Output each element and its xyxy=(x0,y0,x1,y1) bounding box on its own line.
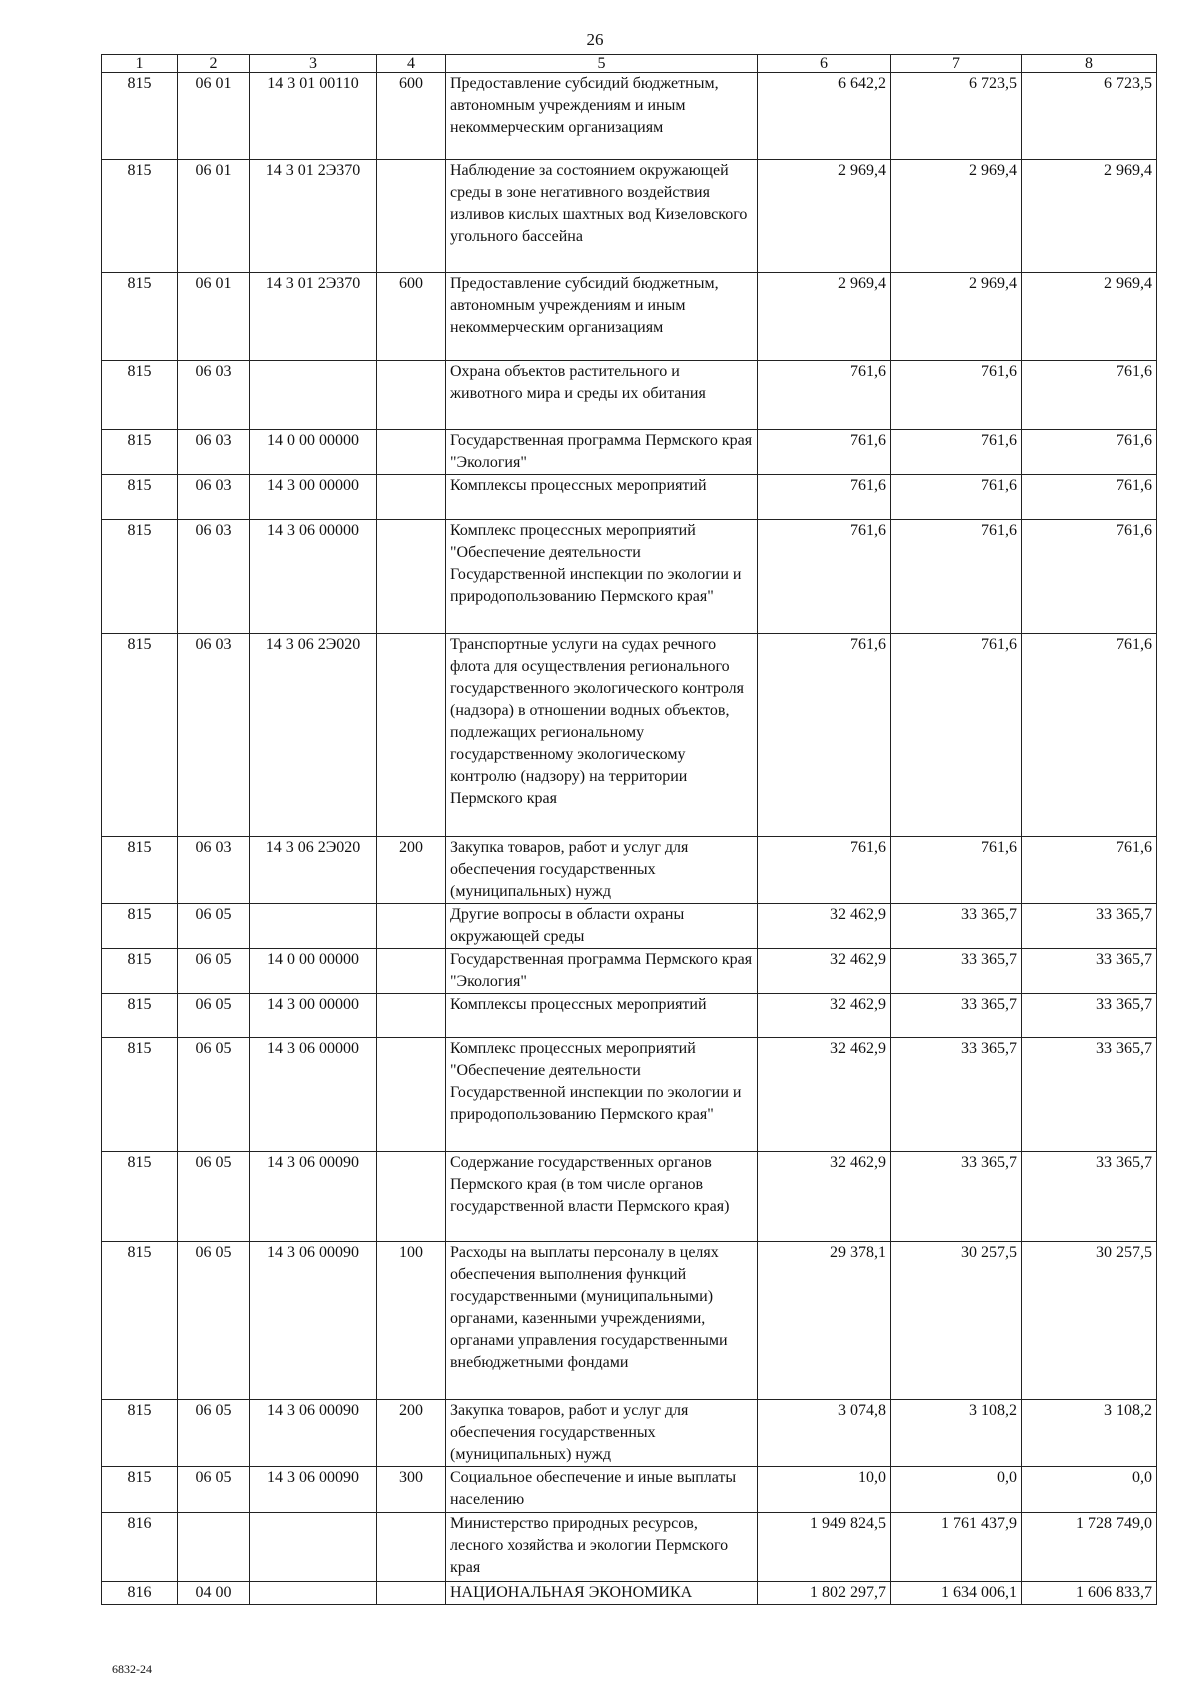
cell-amount-col8: 2 969,4 xyxy=(1022,160,1157,273)
table-row xyxy=(102,475,1157,520)
table-row xyxy=(102,994,1157,1038)
cell-ministry-code: 815 xyxy=(102,160,178,273)
cell-amount-col8: 761,6 xyxy=(1022,520,1157,634)
document-code: 6832-24 xyxy=(112,1662,152,1676)
cell-target-article: 14 3 06 00000 xyxy=(250,520,377,634)
cell-section-code: 06 05 xyxy=(178,1467,250,1513)
cell-amount-col8: 761,6 xyxy=(1022,430,1157,475)
cell-description: Другие вопросы в области охраны окружающей среды xyxy=(446,904,758,949)
cell-section-code: 06 05 xyxy=(178,994,250,1038)
cell-section-code: 06 01 xyxy=(178,160,250,273)
cell-section-code: 06 01 xyxy=(178,73,250,160)
cell-amount-col7: 0,0 xyxy=(891,1467,1022,1513)
cell-expense-type xyxy=(377,430,446,475)
cell-amount-col7: 761,6 xyxy=(891,430,1022,475)
cell-target-article: 14 3 01 00110 xyxy=(250,73,377,160)
cell-ministry-code: 815 xyxy=(102,1038,178,1152)
table-row xyxy=(102,1467,1157,1513)
cell-amount-col8: 33 365,7 xyxy=(1022,904,1157,949)
cell-target-article: 14 3 06 2Э020 xyxy=(250,837,377,904)
cell-amount-col8: 1 606 833,7 xyxy=(1022,1582,1157,1605)
cell-ministry-code: 815 xyxy=(102,904,178,949)
cell-expense-type: 600 xyxy=(377,273,446,361)
table-row xyxy=(102,1513,1157,1582)
cell-amount-col6: 32 462,9 xyxy=(758,1038,891,1152)
cell-amount-col6: 32 462,9 xyxy=(758,994,891,1038)
cell-ministry-code: 815 xyxy=(102,994,178,1038)
cell-expense-type xyxy=(377,1038,446,1152)
cell-amount-col7: 33 365,7 xyxy=(891,1152,1022,1242)
table-row xyxy=(102,904,1157,949)
cell-expense-type xyxy=(377,1513,446,1582)
cell-target-article: 14 3 00 00000 xyxy=(250,475,377,520)
table-row xyxy=(102,430,1157,475)
table-row xyxy=(102,160,1157,273)
cell-description: НАЦИОНАЛЬНАЯ ЭКОНОМИКА xyxy=(446,1582,758,1605)
cell-amount-col6: 761,6 xyxy=(758,361,891,430)
cell-expense-type xyxy=(377,634,446,837)
cell-target-article: 14 0 00 00000 xyxy=(250,430,377,475)
cell-amount-col6: 1 949 824,5 xyxy=(758,1513,891,1582)
cell-amount-col8: 33 365,7 xyxy=(1022,949,1157,994)
cell-description: Предоставление субсидий бюджетным, автономным учреждениям и иным некоммерческим организациям xyxy=(446,73,758,160)
cell-section-code: 06 03 xyxy=(178,361,250,430)
cell-expense-type xyxy=(377,160,446,273)
cell-ministry-code: 815 xyxy=(102,361,178,430)
cell-section-code: 06 03 xyxy=(178,837,250,904)
cell-description: Государственная программа Пермского края "Экология" xyxy=(446,430,758,475)
cell-description: Комплекс процессных мероприятий "Обеспечение деятельности Государственной инспекции по экологии и природопользованию Пермского края" xyxy=(446,1038,758,1152)
column-header: 5 xyxy=(446,55,758,73)
cell-description: Комплекс процессных мероприятий "Обеспечение деятельности Государственной инспекции по экологии и природопользованию Пермского края" xyxy=(446,520,758,634)
cell-description: Содержание государственных органов Пермского края (в том числе органов государственной власти Пермского края) xyxy=(446,1152,758,1242)
cell-amount-col7: 33 365,7 xyxy=(891,904,1022,949)
cell-target-article xyxy=(250,1582,377,1605)
cell-amount-col7: 2 969,4 xyxy=(891,273,1022,361)
cell-amount-col6: 761,6 xyxy=(758,634,891,837)
cell-amount-col6: 2 969,4 xyxy=(758,273,891,361)
cell-expense-type xyxy=(377,1582,446,1605)
cell-target-article: 14 0 00 00000 xyxy=(250,949,377,994)
cell-ministry-code: 815 xyxy=(102,273,178,361)
cell-section-code: 06 03 xyxy=(178,430,250,475)
cell-expense-type xyxy=(377,520,446,634)
cell-amount-col7: 761,6 xyxy=(891,634,1022,837)
cell-amount-col6: 761,6 xyxy=(758,475,891,520)
cell-section-code: 06 03 xyxy=(178,634,250,837)
table-row xyxy=(102,1582,1157,1605)
column-header: 7 xyxy=(891,55,1022,73)
cell-description: Транспортные услуги на судах речного флота для осуществления регионального государственного экологического контроля (надзора) в отношении водных объектов, подлежащих региональному государственному экологическому контролю (надзору) на территории Пермского края xyxy=(446,634,758,837)
cell-amount-col7: 761,6 xyxy=(891,837,1022,904)
cell-amount-col7: 33 365,7 xyxy=(891,994,1022,1038)
cell-section-code: 06 05 xyxy=(178,1038,250,1152)
cell-description: Охрана объектов растительного и животного мира и среды их обитания xyxy=(446,361,758,430)
cell-expense-type xyxy=(377,994,446,1038)
cell-description: Государственная программа Пермского края "Экология" xyxy=(446,949,758,994)
cell-amount-col8: 761,6 xyxy=(1022,634,1157,837)
cell-target-article: 14 3 06 00090 xyxy=(250,1467,377,1513)
cell-amount-col7: 33 365,7 xyxy=(891,949,1022,994)
cell-ministry-code: 815 xyxy=(102,837,178,904)
cell-ministry-code: 816 xyxy=(102,1513,178,1582)
cell-amount-col7: 761,6 xyxy=(891,475,1022,520)
cell-amount-col6: 6 642,2 xyxy=(758,73,891,160)
cell-ministry-code: 815 xyxy=(102,1152,178,1242)
cell-ministry-code: 815 xyxy=(102,634,178,837)
cell-amount-col6: 32 462,9 xyxy=(758,1152,891,1242)
cell-amount-col6: 29 378,1 xyxy=(758,1242,891,1400)
cell-amount-col6: 761,6 xyxy=(758,520,891,634)
cell-ministry-code: 815 xyxy=(102,73,178,160)
cell-description: Закупка товаров, работ и услуг для обеспечения государственных (муниципальных) нужд xyxy=(446,1400,758,1467)
cell-amount-col8: 761,6 xyxy=(1022,361,1157,430)
column-header: 6 xyxy=(758,55,891,73)
cell-ministry-code: 815 xyxy=(102,1400,178,1467)
cell-target-article xyxy=(250,361,377,430)
cell-amount-col7: 30 257,5 xyxy=(891,1242,1022,1400)
budget-table xyxy=(101,54,1157,1605)
cell-amount-col8: 33 365,7 xyxy=(1022,1038,1157,1152)
cell-expense-type: 200 xyxy=(377,1400,446,1467)
table-row xyxy=(102,837,1157,904)
column-header: 2 xyxy=(178,55,250,73)
cell-amount-col8: 0,0 xyxy=(1022,1467,1157,1513)
cell-amount-col6: 761,6 xyxy=(758,837,891,904)
cell-description: Предоставление субсидий бюджетным, автономным учреждениям и иным некоммерческим организациям xyxy=(446,273,758,361)
table-row xyxy=(102,1400,1157,1467)
cell-section-code: 06 05 xyxy=(178,949,250,994)
cell-target-article: 14 3 06 00000 xyxy=(250,1038,377,1152)
cell-target-article xyxy=(250,904,377,949)
cell-target-article: 14 3 06 2Э020 xyxy=(250,634,377,837)
cell-amount-col8: 761,6 xyxy=(1022,475,1157,520)
table-row xyxy=(102,1152,1157,1242)
cell-section-code: 06 05 xyxy=(178,1400,250,1467)
cell-amount-col7: 761,6 xyxy=(891,361,1022,430)
cell-amount-col6: 1 802 297,7 xyxy=(758,1582,891,1605)
cell-description: Комплексы процессных мероприятий xyxy=(446,994,758,1038)
cell-section-code: 06 03 xyxy=(178,475,250,520)
cell-amount-col8: 1 728 749,0 xyxy=(1022,1513,1157,1582)
cell-target-article xyxy=(250,1513,377,1582)
column-header: 8 xyxy=(1022,55,1157,73)
cell-ministry-code: 815 xyxy=(102,1467,178,1513)
cell-description: Наблюдение за состоянием окружающей среды в зоне негативного воздействия изливов кислых шахтных вод Кизеловского угольного бассейна xyxy=(446,160,758,273)
table-row xyxy=(102,634,1157,837)
cell-section-code: 06 05 xyxy=(178,1242,250,1400)
cell-section-code xyxy=(178,1513,250,1582)
cell-expense-type xyxy=(377,904,446,949)
cell-expense-type xyxy=(377,1152,446,1242)
cell-amount-col8: 30 257,5 xyxy=(1022,1242,1157,1400)
cell-ministry-code: 815 xyxy=(102,475,178,520)
cell-ministry-code: 815 xyxy=(102,1242,178,1400)
cell-amount-col7: 6 723,5 xyxy=(891,73,1022,160)
cell-section-code: 06 05 xyxy=(178,904,250,949)
cell-expense-type xyxy=(377,361,446,430)
cell-section-code: 06 03 xyxy=(178,520,250,634)
cell-amount-col8: 3 108,2 xyxy=(1022,1400,1157,1467)
cell-description: Закупка товаров, работ и услуг для обеспечения государственных (муниципальных) нужд xyxy=(446,837,758,904)
cell-description: Расходы на выплаты персоналу в целях обеспечения выполнения функций государственными (муниципальными) органами, казенными учреждениями, органами управления государственными внебюджетными фондами xyxy=(446,1242,758,1400)
table-row xyxy=(102,949,1157,994)
cell-target-article: 14 3 01 2Э370 xyxy=(250,273,377,361)
cell-amount-col6: 3 074,8 xyxy=(758,1400,891,1467)
cell-amount-col8: 6 723,5 xyxy=(1022,73,1157,160)
cell-description: Комплексы процессных мероприятий xyxy=(446,475,758,520)
cell-ministry-code: 815 xyxy=(102,520,178,634)
cell-ministry-code: 816 xyxy=(102,1582,178,1605)
cell-section-code: 06 01 xyxy=(178,273,250,361)
cell-section-code: 04 00 xyxy=(178,1582,250,1605)
cell-amount-col7: 761,6 xyxy=(891,520,1022,634)
cell-amount-col6: 761,6 xyxy=(758,430,891,475)
table-row xyxy=(102,361,1157,430)
cell-expense-type: 100 xyxy=(377,1242,446,1400)
cell-amount-col6: 32 462,9 xyxy=(758,949,891,994)
cell-amount-col7: 1 634 006,1 xyxy=(891,1582,1022,1605)
cell-amount-col8: 33 365,7 xyxy=(1022,1152,1157,1242)
cell-ministry-code: 815 xyxy=(102,430,178,475)
cell-section-code: 06 05 xyxy=(178,1152,250,1242)
cell-amount-col6: 10,0 xyxy=(758,1467,891,1513)
column-header: 4 xyxy=(377,55,446,73)
cell-description: Социальное обеспечение и иные выплаты населению xyxy=(446,1467,758,1513)
table-row xyxy=(102,1038,1157,1152)
cell-amount-col6: 2 969,4 xyxy=(758,160,891,273)
cell-amount-col7: 2 969,4 xyxy=(891,160,1022,273)
table-header-row xyxy=(102,55,1157,73)
cell-amount-col7: 1 761 437,9 xyxy=(891,1513,1022,1582)
page-number: 26 xyxy=(586,30,604,49)
cell-amount-col7: 33 365,7 xyxy=(891,1038,1022,1152)
cell-expense-type: 200 xyxy=(377,837,446,904)
cell-amount-col8: 761,6 xyxy=(1022,837,1157,904)
cell-target-article: 14 3 06 00090 xyxy=(250,1400,377,1467)
column-header: 1 xyxy=(102,55,178,73)
cell-target-article: 14 3 06 00090 xyxy=(250,1152,377,1242)
cell-description: Министерство природных ресурсов, лесного хозяйства и экологии Пермского края xyxy=(446,1513,758,1582)
cell-amount-col7: 3 108,2 xyxy=(891,1400,1022,1467)
cell-ministry-code: 815 xyxy=(102,949,178,994)
cell-expense-type: 300 xyxy=(377,1467,446,1513)
table-row xyxy=(102,273,1157,361)
cell-amount-col8: 2 969,4 xyxy=(1022,273,1157,361)
cell-expense-type: 600 xyxy=(377,73,446,160)
cell-amount-col6: 32 462,9 xyxy=(758,904,891,949)
table-row xyxy=(102,520,1157,634)
table-row xyxy=(102,1242,1157,1400)
table-row xyxy=(102,73,1157,160)
cell-target-article: 14 3 06 00090 xyxy=(250,1242,377,1400)
cell-expense-type xyxy=(377,475,446,520)
cell-amount-col8: 33 365,7 xyxy=(1022,994,1157,1038)
column-header: 3 xyxy=(250,55,377,73)
cell-target-article: 14 3 01 2Э370 xyxy=(250,160,377,273)
cell-expense-type xyxy=(377,949,446,994)
cell-target-article: 14 3 00 00000 xyxy=(250,994,377,1038)
